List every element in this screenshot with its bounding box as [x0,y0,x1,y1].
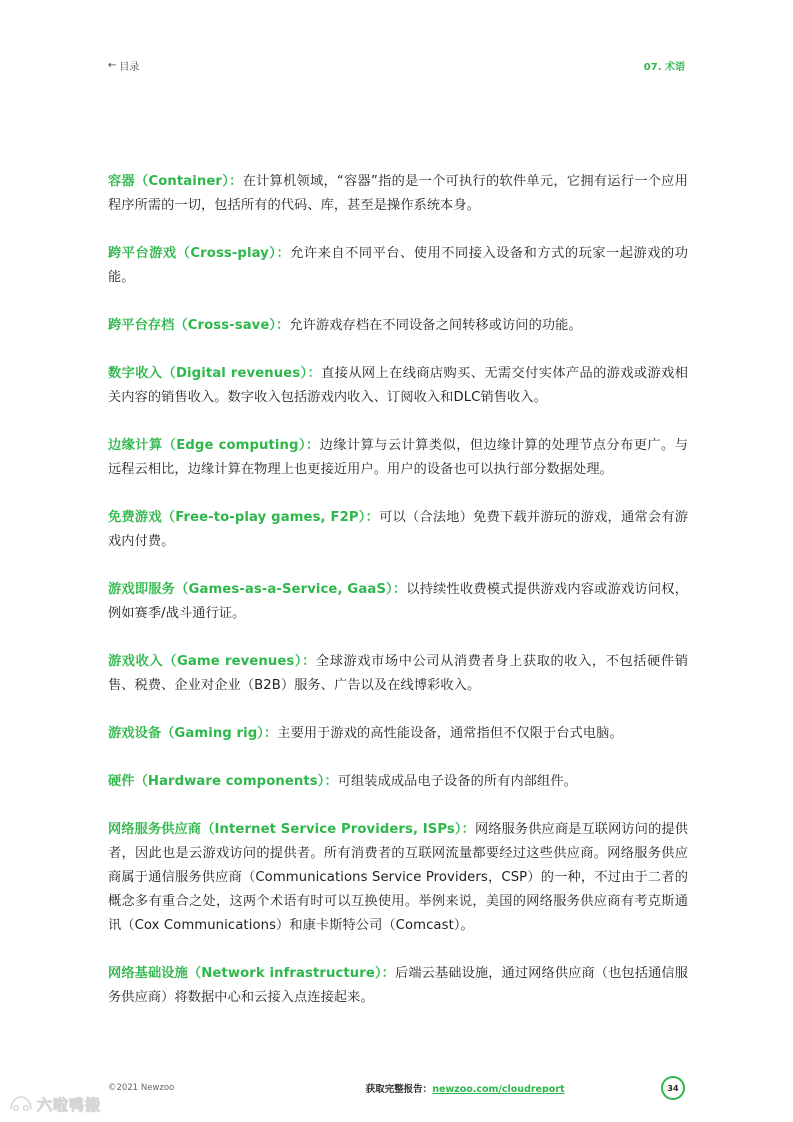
page-number: 34 [667,1083,679,1093]
page-header [108,57,685,73]
glossary-entry [108,362,688,410]
glossary-term: 边缘计算（Edge computing）： [108,438,320,453]
glossary-definition: 以持续性收费模式提供游戏内容或游戏访问权，例如赛季/战斗通行证。 [108,582,688,621]
glossary-entry [108,242,688,290]
page-footer [108,1076,685,1100]
glossary-definition: 网络服务供应商是互联网访问的提供者，因此也是云游戏访问的提供者。所有消费者的互联网流量都要经过这些供应商。网络服务供应商属于通信服务供应商（Communications Service Providers，CSP）的一种，不过由于二者的概念多有重合之处，这两个术语有时可以互换使用。举例来说，美国的网络服务供应商有考克斯通讯（Cox Communications）和康卡斯特公司（Comcast）。 [108,822,688,933]
glossary-definition: 允许来自不同平台、使用不同接入设备和方式的玩家一起游戏的功能。 [108,246,688,285]
report-link[interactable]: newzoo.com/cloudreport [432,1084,565,1095]
glossary-definition: 后端云基础设施，通过网络供应商（也包括通信服务供应商）将数据中心和云接入点连接起来。 [108,966,688,1005]
glossary-term: 容器（Container）： [108,174,243,189]
glossary-term: 网络服务供应商（Internet Service Providers, ISPs）： [108,822,475,837]
glossary-definition: 直接从网上在线商店购买、无需交付实体产品的游戏或游戏相关内容的销售收入。数字收入包括游戏内收入、订阅收入和DLC销售收入。 [108,366,688,405]
glossary-definition: 全球游戏市场中公司从消费者身上获取的收入，不包括硬件销售、税费、企业对企业（B2B）服务、广告以及在线博彩收入。 [108,654,688,693]
page-number-badge [661,1076,685,1100]
report-callout [366,1081,565,1095]
glossary-entry [108,962,688,1010]
glossary-definition: 可组装成成品电子设备的所有内部组件。 [337,774,577,789]
section-label: 07. 术语 [643,61,685,73]
glossary-term: 免费游戏（Free-to-play games, F2P）： [108,510,380,525]
glossary-term: 数字收入（Digital revenues）： [108,366,322,381]
glossary-term: 跨平台存档（Cross-save）： [108,318,290,333]
glossary-term: 游戏设备（Gaming rig）： [108,726,278,741]
glossary-term: 游戏收入（Game revenues）： [108,654,316,669]
glossary-entry [108,818,688,938]
glossary-definition: 允许游戏存档在不同设备之间转移或访问的功能。 [289,318,582,333]
glossary-term: 游戏即服务（Games-as-a-Service, GaaS）： [108,582,407,597]
glossary-term: 网络基础设施（Network infrastructure）： [108,966,395,981]
toc-label: 目录 [119,61,140,73]
copyright-text: ©2021 Newzoo [108,1083,175,1093]
watermark [8,1093,101,1115]
glossary-term: 跨平台游戏（Cross-play）： [108,246,291,261]
glossary-entry [108,506,688,554]
watermark-logo-icon [8,1093,34,1115]
glossary-entry [108,170,688,218]
toc-link[interactable] [108,58,139,73]
report-label: 获取完整报告： [365,1084,433,1095]
watermark-text: 六啦鸭搬 [37,1095,102,1114]
glossary-term: 硬件（Hardware components）： [108,774,338,789]
glossary-definition: 可以（合法地）免费下载并游玩的游戏，通常会有游戏内付费。 [108,510,688,549]
glossary-definition: 主要用于游戏的高性能设备，通常指但不仅限于台式电脑。 [277,726,623,741]
glossary-entry [108,722,688,746]
glossary-entry [108,650,688,698]
glossary-definition: 边缘计算与云计算类似，但边缘计算的处理节点分布更广。与远程云相比，边缘计算在物理上也更接近用户。用户的设备也可以执行部分数据处理。 [108,438,688,477]
glossary-entry [108,434,688,482]
glossary-entry [108,770,688,794]
glossary-entry [108,578,688,626]
glossary-entry [108,314,688,338]
glossary-list [108,170,688,1034]
glossary-definition: 在计算机领域，“容器”指的是一个可执行的软件单元，它拥有运行一个应用程序所需的一切，包括所有的代码、库，甚至是操作系统本身。 [108,174,688,213]
back-arrow-icon: ← [108,59,117,71]
